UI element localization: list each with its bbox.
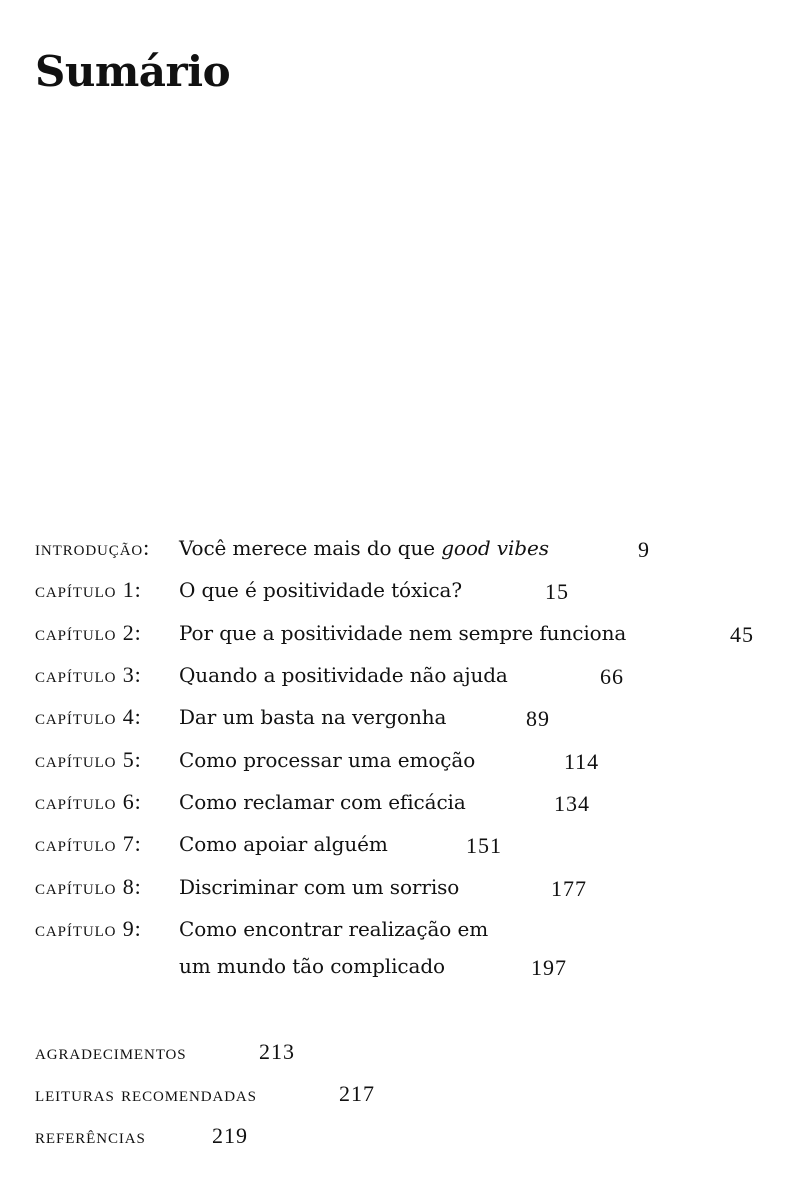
back-matter-label: leituras recomendadas [35,1081,257,1106]
page-number: 213 [259,1039,295,1064]
page-number: 217 [339,1081,375,1106]
page-number: 9 [638,537,650,562]
toc-entry-chapter-2[interactable] [0,621,791,661]
toc-entry-references[interactable] [0,1124,791,1164]
chapter-label: introdução: [35,535,151,560]
toc-entry-chapter-3[interactable] [0,663,791,703]
toc-entry-chapter-8[interactable] [0,875,791,915]
chapter-label: capítulo 3: [35,662,142,687]
page-number: 177 [551,876,587,901]
chapter-title: Como apoiar alguém [179,832,388,856]
chapter-label: capítulo 7: [35,831,142,856]
chapter-title: Como reclamar com eficácia [179,790,466,814]
page-number: 151 [466,833,502,858]
page-number: 197 [531,955,567,980]
chapter-label: capítulo 4: [35,704,142,729]
chapter-title: Discriminar com um sorriso [179,875,460,899]
toc-entry-introduction[interactable] [0,536,791,576]
toc-entry-chapter-6[interactable] [0,790,791,830]
chapter-title: Como processar uma emoção [179,748,476,772]
page-number: 89 [526,706,550,731]
toc-entry-chapter-9[interactable] [0,917,791,987]
chapter-label: capítulo 5: [35,747,142,772]
toc-entry-acknowledgements[interactable] [0,1040,791,1080]
page-number: 45 [730,622,754,647]
page-number: 15 [545,579,569,604]
page-number: 219 [212,1123,248,1148]
toc-entry-chapter-1[interactable] [0,578,791,618]
page-number: 134 [554,791,590,816]
chapter-label: capítulo 9: [35,916,142,941]
chapter-title-italic: good vibes [441,536,549,560]
chapter-title-line-2: um mundo tão complicado [179,954,445,978]
back-matter-label: referências [35,1123,146,1148]
chapter-label: capítulo 6: [35,789,142,814]
chapter-title: Por que a positividade nem sempre funciona [179,621,627,645]
chapter-label: capítulo 2: [35,620,142,645]
toc-entry-chapter-4[interactable] [0,705,791,745]
toc-entry-chapter-7[interactable] [0,832,791,872]
page-number: 114 [564,749,600,774]
chapter-title-text: Você merece mais do que [179,536,442,560]
chapter-title: Dar um basta na vergonha [179,705,447,729]
chapter-title: Como encontrar realização em [179,917,489,941]
toc-entry-chapter-5[interactable] [0,748,791,788]
chapter-title: Quando a positividade não ajuda [179,663,508,687]
toc-entry-recommended-reading[interactable] [0,1082,791,1122]
chapter-label: capítulo 1: [35,577,142,602]
chapter-label: capítulo 8: [35,874,142,899]
back-matter-label: agradecimentos [35,1039,187,1064]
page-title: Sumário [35,47,231,96]
chapter-title: O que é positividade tóxica? [179,578,462,602]
page-number: 66 [600,664,624,689]
chapter-title [179,536,549,560]
